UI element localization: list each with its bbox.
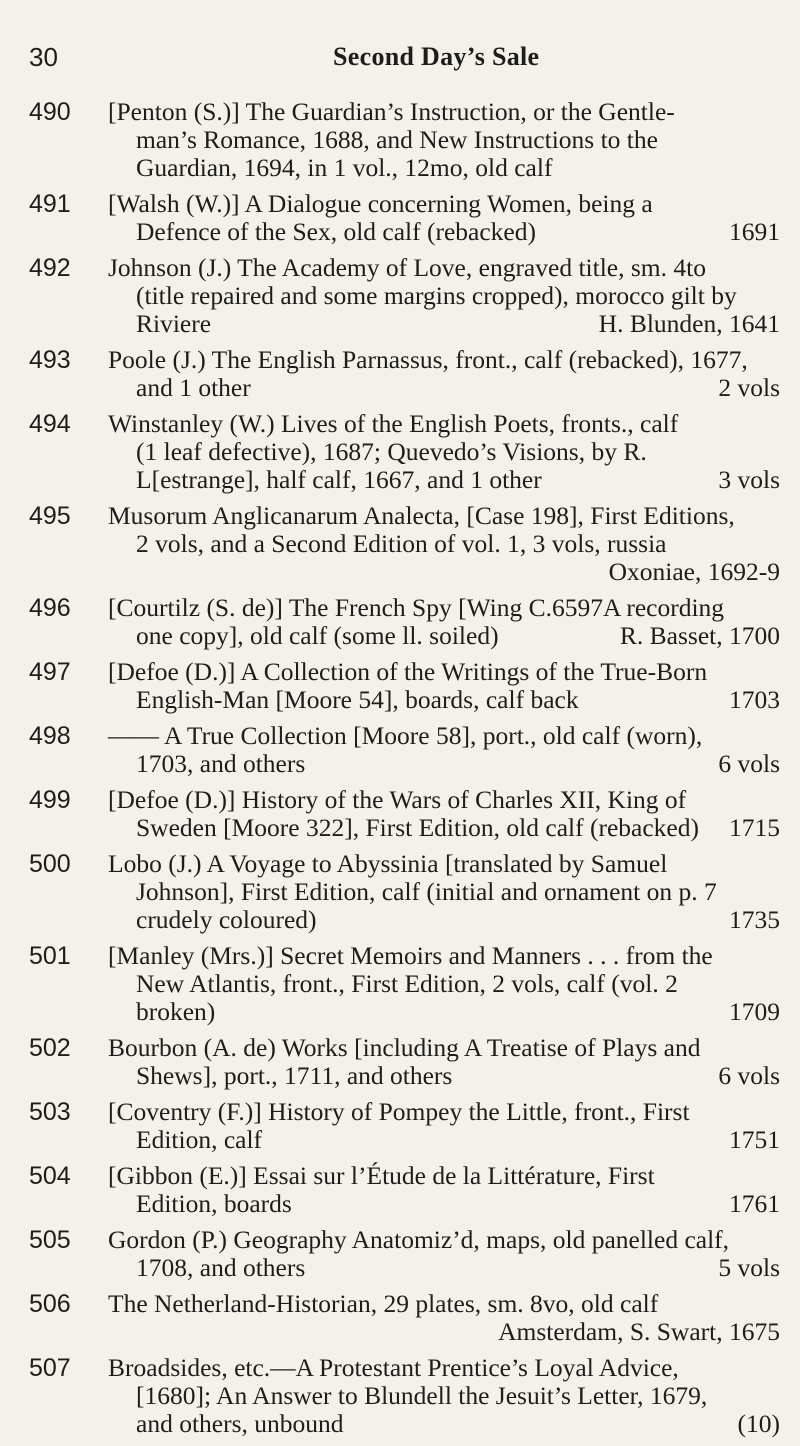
page-header	[0, 42, 800, 82]
lot-description	[108, 346, 780, 402]
lot-description	[108, 254, 780, 338]
lot-entry	[0, 1226, 800, 1282]
lot-description	[108, 1290, 780, 1346]
lot-number: 497	[29, 658, 71, 686]
lot-line-text: 1703, and others	[136, 749, 306, 778]
lot-line	[108, 750, 780, 778]
lot-number: 504	[29, 1162, 71, 1190]
lot-imprint: 6 vols	[718, 1061, 780, 1090]
lot-line: Broadsides, etc.—A Protestant Prentice’s Loyal Advice,	[108, 1353, 679, 1382]
lot-imprint: R. Basset, 1700	[619, 621, 780, 650]
lot-imprint: 1761	[729, 1189, 780, 1218]
lot-entry	[0, 658, 800, 714]
lot-description	[108, 410, 780, 494]
lot-line	[108, 374, 780, 402]
lot-description	[108, 190, 780, 246]
lot-line	[108, 622, 780, 650]
lot-line: Johnson (J.) The Academy of Love, engraved title, sm. 4to	[108, 253, 706, 282]
lot-line: Poole (J.) The English Parnassus, front., calf (rebacked), 1677,	[108, 345, 748, 374]
lot-line-text: Edition, calf	[136, 1125, 263, 1154]
lot-description	[108, 1226, 780, 1282]
lot-line: 2 vols, and a Second Edition of vol. 1, 3 vols, russia	[136, 529, 667, 558]
lot-line: Johnson], First Edition, calf (initial and ornament on p. 7	[136, 877, 717, 906]
lot-line-text: 1708, and others	[136, 1253, 306, 1282]
lot-entry	[0, 850, 800, 934]
lot-line-text: Edition, boards	[136, 1189, 292, 1218]
lot-line	[108, 1254, 780, 1282]
lot-description	[108, 722, 780, 778]
running-title: Second Day’s Sale	[333, 42, 540, 71]
lot-number: 507	[29, 1354, 71, 1382]
lot-description	[108, 786, 780, 842]
lot-imprint: 1715	[729, 813, 780, 842]
lot-description	[108, 850, 780, 934]
lot-line: —— A True Collection [Moore 58], port., old calf (worn),	[108, 721, 703, 750]
lot-number: 493	[29, 346, 71, 374]
lot-line: (title repaired and some margins cropped), morocco gilt by	[136, 281, 737, 310]
lot-entry	[0, 594, 800, 650]
lot-line: [Defoe (D.)] History of the Wars of Charles XII, King of	[108, 785, 687, 814]
lot-number: 496	[29, 594, 71, 622]
lot-line	[108, 1190, 780, 1218]
lot-entry	[0, 1162, 800, 1218]
lot-number: 499	[29, 786, 71, 814]
lot-imprint: 1735	[729, 905, 780, 934]
lot-number: 495	[29, 502, 71, 530]
lot-entry	[0, 98, 800, 182]
lot-number: 503	[29, 1098, 71, 1126]
lot-number: 491	[29, 190, 71, 218]
lot-line: [Gibbon (E.)] Essai sur l’Étude de la Littérature, First	[108, 1161, 655, 1190]
lot-line: [Manley (Mrs.)] Secret Memoirs and Manners . . . from the	[108, 941, 713, 970]
lot-line: [Defoe (D.)] A Collection of the Writings of the True-Born	[108, 657, 708, 686]
lot-line-text: and 1 other	[136, 373, 251, 402]
lot-entry	[0, 786, 800, 842]
lot-line	[108, 814, 780, 842]
lot-description	[108, 1354, 780, 1438]
lot-description	[108, 98, 780, 182]
lot-entry	[0, 1034, 800, 1090]
lot-description	[108, 1162, 780, 1218]
lot-entry	[0, 1290, 800, 1346]
lot-description	[108, 1034, 780, 1090]
lot-number: 498	[29, 722, 71, 750]
lot-line: The Netherland-Historian, 29 plates, sm. 8vo, old calf	[108, 1289, 659, 1318]
lot-line: Winstanley (W.) Lives of the English Poets, fronts., calf	[108, 409, 679, 438]
lot-line-text: Shews], port., 1711, and others	[136, 1061, 453, 1090]
lot-line-text: broken)	[136, 997, 216, 1026]
lot-number: 502	[29, 1034, 71, 1062]
lot-imprint: 1703	[729, 685, 780, 714]
lot-number: 500	[29, 850, 71, 878]
lot-line: Lobo (J.) A Voyage to Abyssinia [translated by Samuel	[108, 849, 668, 878]
lot-line	[108, 998, 780, 1026]
lot-number: 506	[29, 1290, 71, 1318]
lot-list	[0, 98, 800, 1446]
lot-line	[108, 1410, 780, 1438]
lot-number: 494	[29, 410, 71, 438]
lot-line: [Coventry (F.)] History of Pompey the Little, front., First	[108, 1097, 690, 1126]
lot-imprint: 6 vols	[718, 749, 780, 778]
lot-imprint: H. Blunden, 1641	[598, 309, 780, 338]
lot-imprint: 3 vols	[718, 465, 780, 494]
page-number: 30	[29, 42, 58, 72]
lot-line: [Courtilz (S. de)] The French Spy [Wing C.6597A recording	[108, 593, 725, 622]
lot-line	[108, 686, 780, 714]
lot-line	[108, 1062, 780, 1090]
lot-imprint: Amsterdam, S. Swart, 1675	[498, 1317, 780, 1346]
lot-entry	[0, 942, 800, 1026]
lot-description	[108, 1098, 780, 1154]
lot-imprint: 2 vols	[718, 373, 780, 402]
lot-imprint: 1709	[729, 997, 780, 1026]
lot-number: 505	[29, 1226, 71, 1254]
lot-line-text: and others, unbound	[136, 1409, 344, 1438]
lot-imprint: 5 vols	[718, 1253, 780, 1282]
lot-entry	[0, 346, 800, 402]
lot-line	[108, 466, 780, 494]
lot-imprint: (10)	[737, 1409, 780, 1438]
lot-line-text: Sweden [Moore 322], First Edition, old calf (rebacked)	[136, 813, 699, 842]
lot-line: [Penton (S.)] The Guardian’s Instruction, or the Gentle-	[108, 97, 675, 126]
lot-line	[108, 906, 780, 934]
lot-entry	[0, 1354, 800, 1438]
lot-imprint: 1691	[729, 217, 780, 246]
lot-line: [Walsh (W.)] A Dialogue concerning Women, being a	[108, 189, 653, 218]
lot-line-text: one copy], old calf (some ll. soiled)	[136, 621, 499, 650]
lot-line: man’s Romance, 1688, and New Instructions to the	[136, 125, 658, 154]
lot-line-text: Defence of the Sex, old calf (rebacked)	[136, 217, 536, 246]
lot-entry	[0, 502, 800, 586]
lot-line: Guardian, 1694, in 1 vol., 12mo, old calf	[136, 153, 553, 182]
lot-entry	[0, 410, 800, 494]
lot-line: Bourbon (A. de) Works [including A Treatise of Plays and	[108, 1033, 701, 1062]
lot-line: New Atlantis, front., First Edition, 2 vols, calf (vol. 2	[136, 969, 678, 998]
lot-line-text: Riviere	[136, 309, 212, 338]
lot-description	[108, 594, 780, 650]
lot-line-text: English-Man [Moore 54], boards, calf back	[136, 685, 579, 714]
lot-line-text: crudely coloured)	[136, 905, 317, 934]
lot-entry	[0, 190, 800, 246]
lot-line	[108, 310, 780, 338]
lot-number: 490	[29, 98, 71, 126]
lot-line: Gordon (P.) Geography Anatomiz’d, maps, old panelled calf,	[108, 1225, 730, 1254]
lot-imprint: 1751	[729, 1125, 780, 1154]
lot-line: (1 leaf defective), 1687; Quevedo’s Visions, by R.	[136, 437, 647, 466]
lot-line	[108, 218, 780, 246]
lot-line	[108, 1126, 780, 1154]
lot-description	[108, 658, 780, 714]
lot-number: 492	[29, 254, 71, 282]
lot-line: [1680]; An Answer to Blundell the Jesuit’s Letter, 1679,	[136, 1381, 708, 1410]
lot-description	[108, 502, 780, 586]
lot-entry	[0, 254, 800, 338]
lot-line: Musorum Anglicanarum Analecta, [Case 198], First Editions,	[108, 501, 735, 530]
lot-entry	[0, 1098, 800, 1154]
lot-line-text: L[estrange], half calf, 1667, and 1 other	[136, 465, 542, 494]
lot-number: 501	[29, 942, 71, 970]
lot-description	[108, 942, 780, 1026]
lot-imprint: Oxoniae, 1692-9	[608, 557, 780, 586]
lot-entry	[0, 722, 800, 778]
